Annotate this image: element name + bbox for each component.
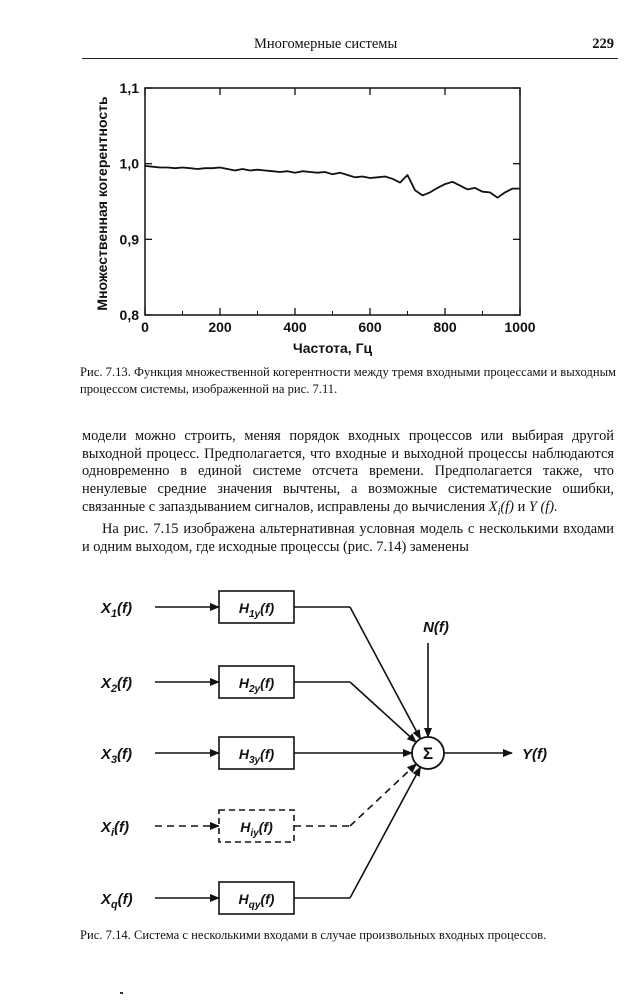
y-tick-label: 1,0 [119, 155, 139, 172]
transfer-label-qy: $H_{qy}(f)$ [238, 891, 275, 911]
coherence-chart [0, 0, 639, 420]
series-line-coherence [145, 166, 520, 198]
y-tick-label: 0,9 [119, 231, 139, 248]
x-tick-label: 1000 [504, 319, 536, 335]
input-label-1: $X_1(f)$ [101, 600, 133, 620]
input-label-2: $X_2(f)$ [101, 675, 133, 695]
y-tick-label: 0,8 [119, 307, 139, 323]
transfer-label-3y: $H_{3y}(f)$ [238, 746, 275, 766]
body-text [82, 428, 614, 557]
paragraph-1-text: модели можно строить, меняя порядок входных процессов или выбирая другой выходной процесс. Предполагается, что входные и выходной процессы наблюдаются одновременно в единой системе отсчета времени. Предполагается также, что ненулевые средние значения вычтены, а возможные систематические ошибки, связанные с запаздыванием сигналов, исправлены до вычисления [82, 428, 614, 515]
noise-label: N(f) [423, 619, 449, 636]
x-axis-label: Частота, Гц [292, 340, 373, 356]
y-symbol: Y (f). [528, 498, 558, 515]
xi-symbol: $X_i(f)$ [488, 498, 514, 518]
input-label-q: $X_q(f)$ [101, 891, 133, 911]
input-label-3: $X_3(f)$ [101, 746, 133, 766]
output-label: Y(f) [522, 746, 547, 763]
x-tick-label: 400 [283, 319, 307, 335]
plot-frame [145, 88, 520, 315]
input-label-i: $X_i(f)$ [101, 819, 130, 839]
x-tick-label: 200 [208, 319, 232, 335]
stray-mark [120, 992, 123, 994]
transfer-label-1y: $H_{1y}(f)$ [238, 600, 275, 620]
transfer-label-iy: $H_{iy}(f)$ [240, 819, 273, 839]
x-tick-label: 800 [433, 319, 457, 335]
sum-arrow-1y [350, 607, 420, 739]
and-word: и [517, 498, 526, 515]
sum-arrow-qy [350, 767, 420, 898]
paragraph-2: На рис. 7.15 изображена альтернативная условная модель с несколькими входами и одним выходом, где исходные процессы (рис. 7.14) заменены [82, 521, 614, 556]
block-diagram [0, 585, 639, 920]
y-tick-label: 1,1 [119, 80, 139, 96]
figure-7-14-caption: Рис. 7.14. Система с несколькими входами в случае произвольных входных процессов. [80, 928, 547, 942]
page-number: 229 [592, 36, 614, 52]
sigma-symbol: Σ [422, 744, 434, 763]
sum-arrow-iy [350, 764, 416, 826]
y-axis-label: Множественная когерентность [94, 96, 110, 311]
x-tick-label: 0 [141, 319, 149, 335]
x-tick-label: 600 [358, 319, 382, 335]
figure-7-13-caption: Рис. 7.13. Функция множественной когерентности между тремя входными процессами и выходным процессом системы, изображенной на рис. 7.11. [80, 365, 616, 396]
paragraph-1 [82, 428, 614, 521]
transfer-label-2y: $H_{2y}(f)$ [238, 675, 275, 695]
running-title: Многомерные системы [254, 36, 398, 52]
